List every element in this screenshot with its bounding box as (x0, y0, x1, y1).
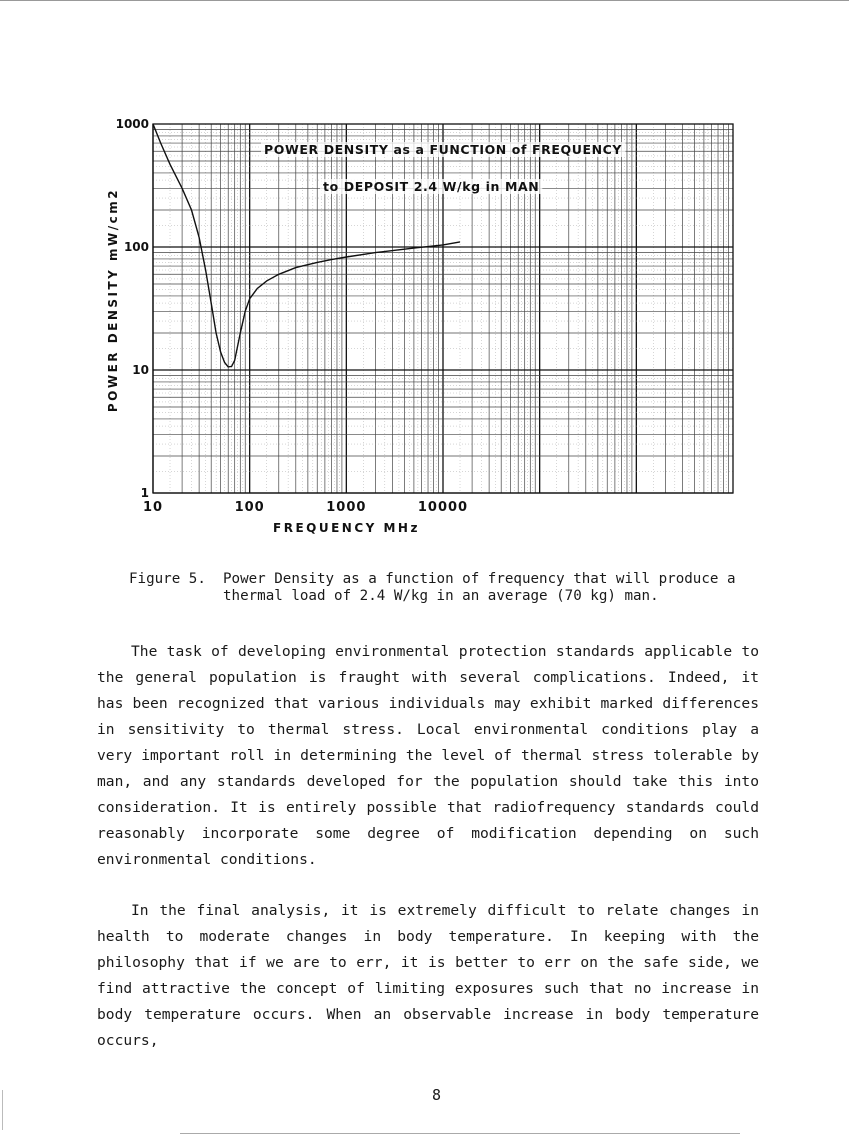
chart-title-line-2: to DEPOSIT 2.4 W/kg in MAN (323, 179, 540, 194)
x-axis-label: FREQUENCY MHz (273, 521, 420, 535)
caption-label: Figure 5. (129, 571, 206, 587)
x-tick-label: 1000 (326, 500, 367, 515)
paragraph-1-text: The task of developing environmental protection standards applicable to the general population is fraught with several complications. Indeed, it has been recognized that various individuals may exhibit marked differences in sensitivity to thermal stress. Local environmental conditions play a very important roll in determining the level of thermal stress tolerable by man, and any standards developed for the population should take this into consideration. It is entirely possible that radiofrequency standards could reasonably incorporate some degree of modification depending on such environmental conditions. (97, 643, 759, 868)
x-tick-label: 10 (142, 500, 164, 515)
body-paragraph-2 (97, 898, 759, 1054)
y-tick-label: 100 (123, 240, 149, 254)
power-density-chart (0, 0, 849, 560)
caption-text: Power Density as a function of frequency that will produce a thermal load of 2.4 W/kg in an average (70 kg) man. (223, 571, 736, 604)
y-tick-label: 1000 (115, 117, 149, 131)
page-number: 8 (431, 1086, 442, 1104)
body-paragraph-1 (97, 639, 759, 873)
chart-title-line-1: POWER DENSITY as a FUNCTION of FREQUENCY (264, 142, 623, 157)
y-axis-label: POWER DENSITY mW/cm2 (106, 187, 120, 413)
y-tick-label: 10 (132, 363, 149, 377)
tick-labels (116, 117, 469, 515)
scan-edge (2, 1090, 3, 1130)
x-tick-label: 10000 (417, 500, 469, 515)
figure-caption (129, 571, 769, 605)
y-tick-label: 1 (140, 486, 149, 500)
scan-edge (180, 1133, 740, 1134)
x-tick-label: 100 (234, 500, 265, 515)
paragraph-2-text: In the final analysis, it is extremely difficult to relate changes in health to moderate changes in body temperature. In keeping with the philosophy that if we are to err, it is better to err on the safe side, we find attractive the concept of limiting exposures such that no increase in body temperature occurs. When an observable increase in body temperature occurs, (97, 902, 759, 1049)
